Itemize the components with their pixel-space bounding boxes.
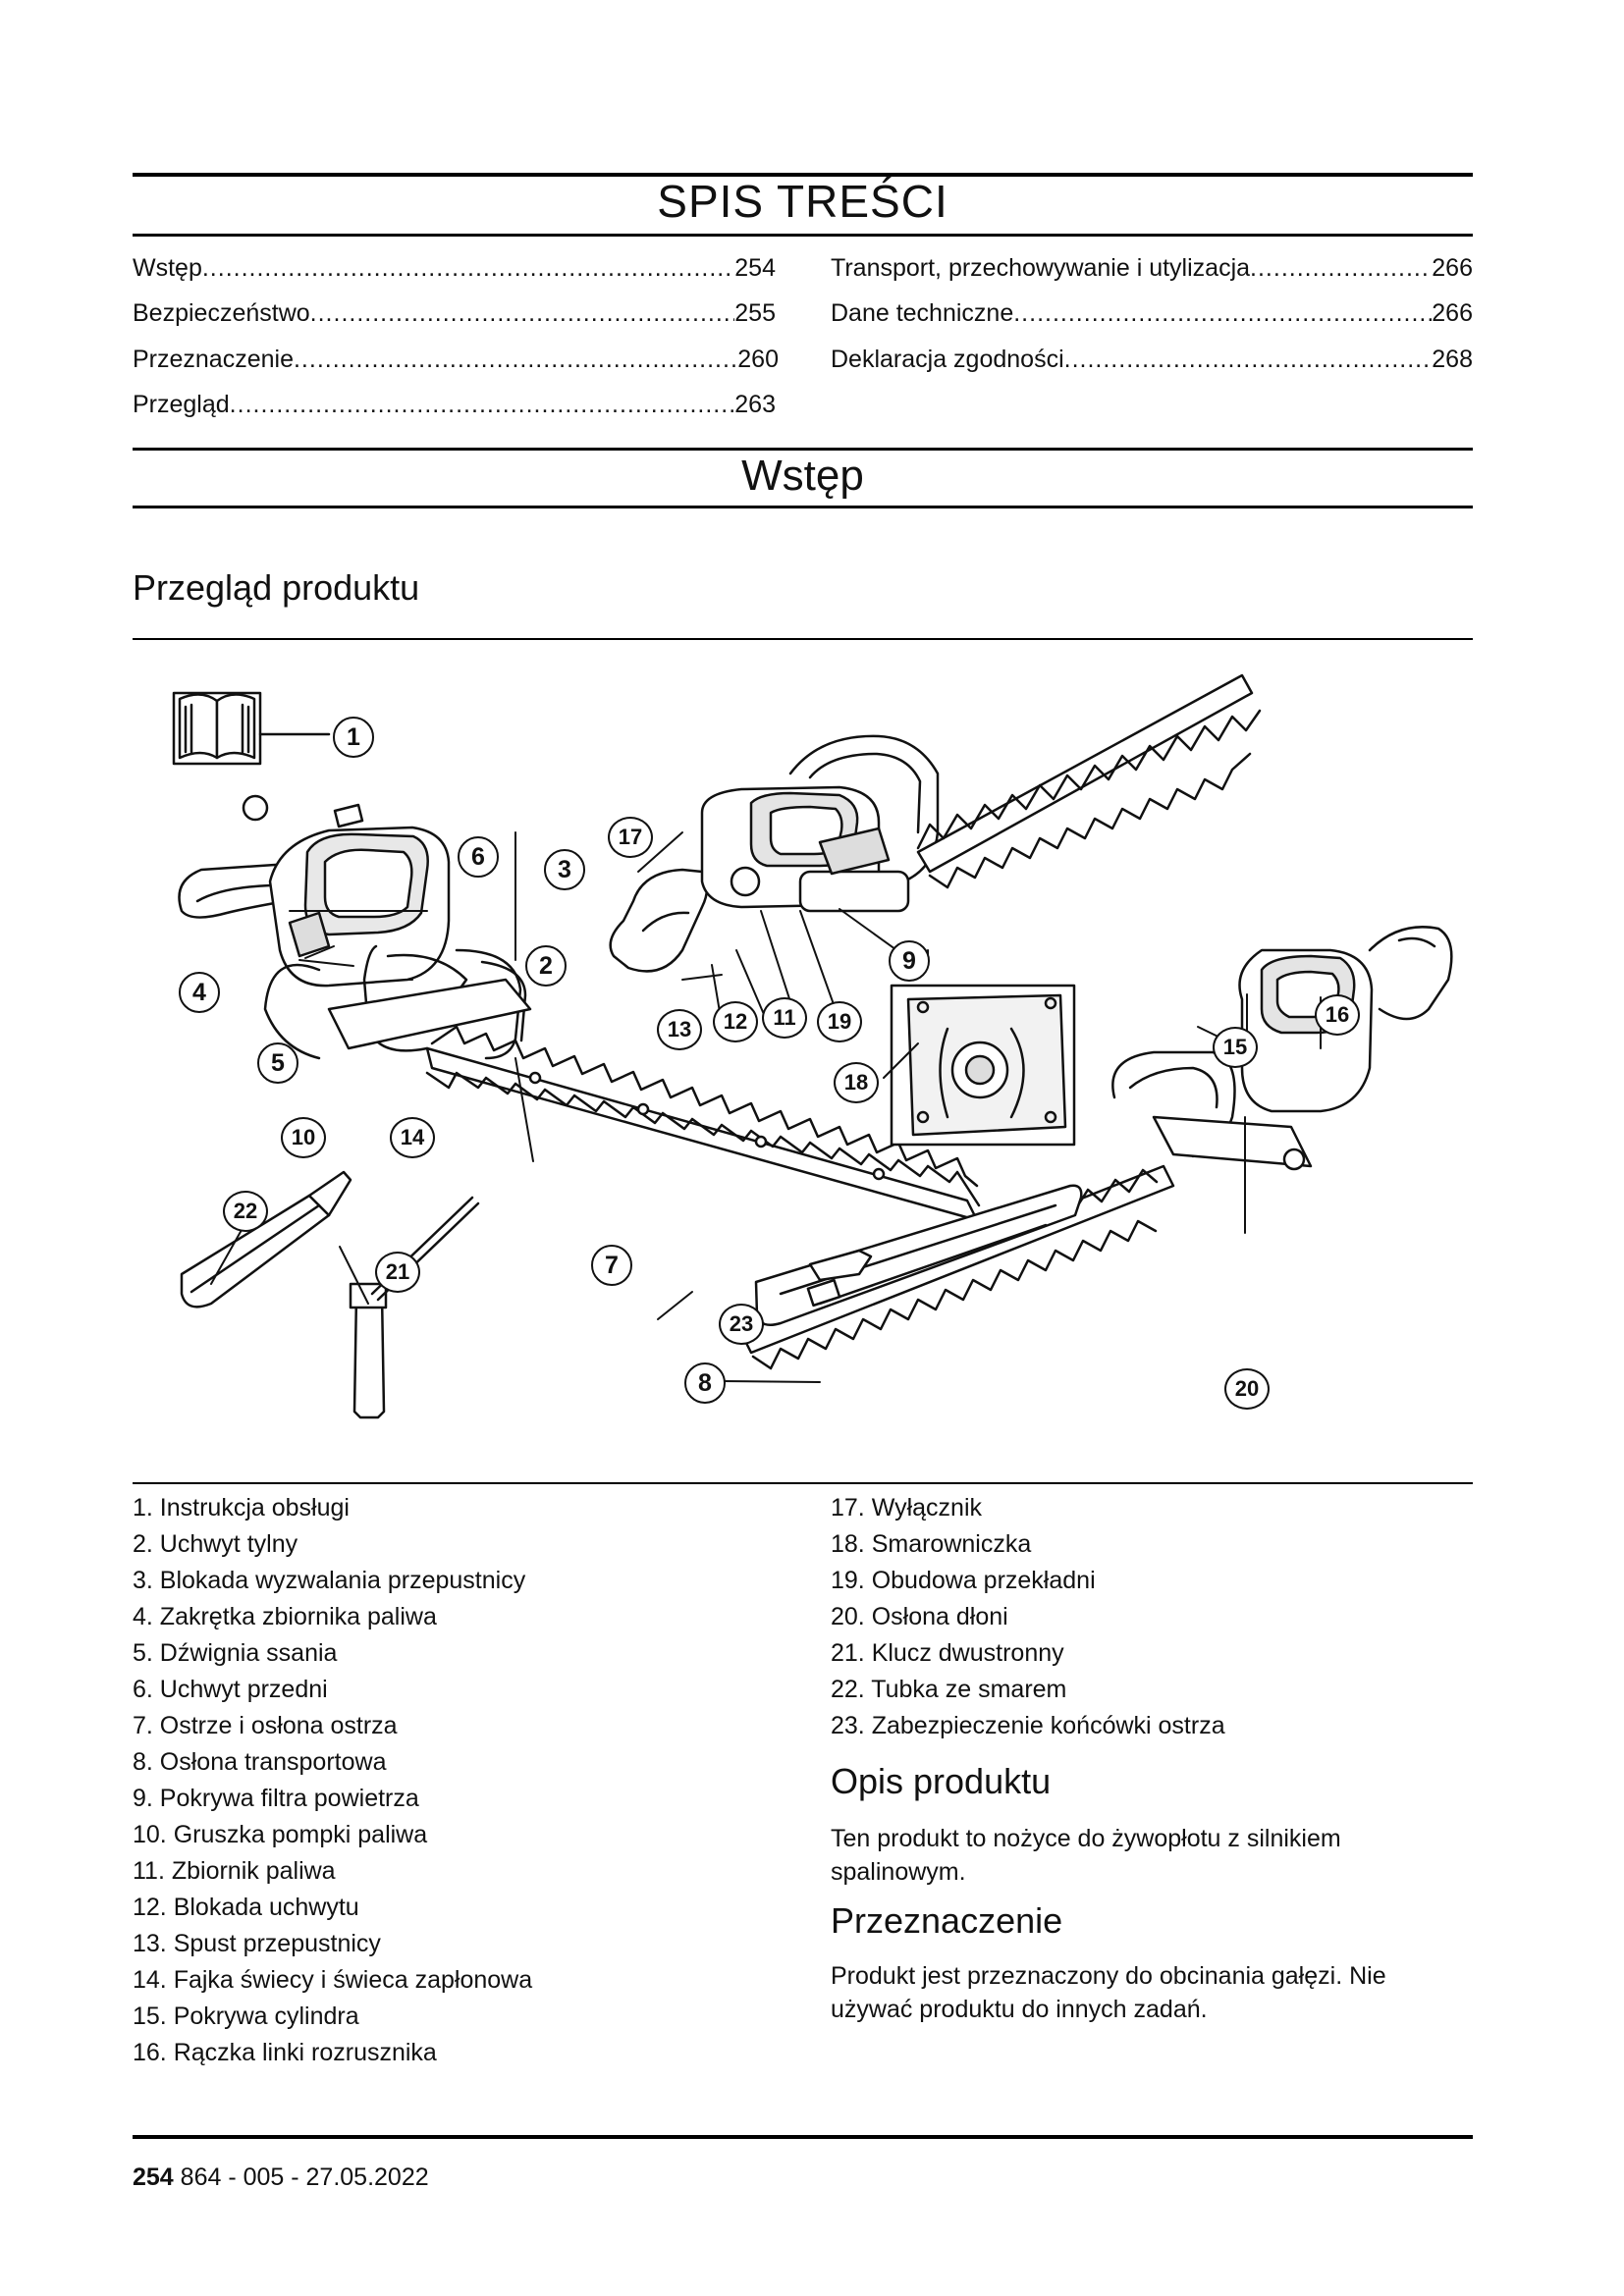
- toc-entry-deklaracja[interactable]: Deklaracja zgodności ..... 268: [831, 346, 1473, 374]
- callout-19: 19: [817, 1001, 862, 1042]
- callout-7: 7: [591, 1245, 632, 1286]
- callout-12: 12: [713, 1001, 758, 1042]
- toc-entry-dane-techniczne[interactable]: Dane techniczne ..... 266: [831, 299, 1473, 328]
- callout-11: 11: [762, 997, 807, 1039]
- callout-15: 15: [1213, 1027, 1258, 1068]
- callout-23: 23: [719, 1304, 764, 1345]
- callout-14: 14: [390, 1117, 435, 1158]
- description-title: Opis produktu: [831, 1761, 1052, 1801]
- legend-item: 4. Zakrętka zbiornika paliwa: [133, 1603, 437, 1630]
- toc-entry-bezpieczenstwo[interactable]: Bezpieczeństwo ..... 255: [133, 299, 776, 328]
- toc-title: SPIS TREŚCI: [657, 176, 948, 227]
- legend-item: 3. Blokada wyzwalania przepustnicy: [133, 1567, 526, 1594]
- document-reference: 864 - 005 - 27.05.2022: [173, 2163, 429, 2191]
- legend-left: [133, 1490, 532, 2071]
- toc-entry-przeglad[interactable]: Przegląd ..... 263: [133, 391, 776, 419]
- callout-4: 4: [179, 972, 220, 1013]
- callout-8: 8: [684, 1362, 726, 1404]
- legend-item: 17. Wyłącznik: [831, 1494, 982, 1522]
- toc-entry-transport[interactable]: Transport, przechowywanie i utylizacja ..... 266: [831, 254, 1473, 283]
- toc-entry-wstep[interactable]: Wstęp ..... 254: [133, 254, 776, 283]
- legend-item: 23. Zabezpieczenie końcówki ostrza: [831, 1712, 1225, 1739]
- callout-18: 18: [834, 1062, 879, 1103]
- callout-2: 2: [525, 945, 567, 987]
- legend-item: 12. Blokada uchwytu: [133, 1894, 359, 1921]
- callout-3: 3: [544, 849, 585, 890]
- callout-9: 9: [889, 940, 930, 982]
- legend-item: 18. Smarowniczka: [831, 1530, 1032, 1558]
- callout-21: 21: [375, 1252, 420, 1293]
- legend-item: 7. Ostrze i osłona ostrza: [133, 1712, 398, 1739]
- callout-16: 16: [1315, 994, 1360, 1036]
- section-title: Wstęp: [741, 452, 864, 500]
- callout-22: 22: [223, 1191, 268, 1232]
- legend-item: 9. Pokrywa filtra powietrza: [133, 1785, 419, 1812]
- callout-6: 6: [458, 836, 499, 878]
- callout-1: 1: [333, 717, 374, 758]
- callout-10: 10: [281, 1117, 326, 1158]
- section-rule-top: [133, 448, 1473, 451]
- legend-item: 5. Dźwignia ssania: [133, 1639, 338, 1667]
- legend-item: 10. Gruszka pompki paliwa: [133, 1821, 428, 1848]
- purpose-text: Produkt jest przeznaczony do obcinania gałęzi. Nie używać produktu do innych zadań.: [831, 1962, 1386, 2023]
- legend-item: 1. Instrukcja obsługi: [133, 1494, 350, 1522]
- purpose-title: Przeznaczenie: [831, 1900, 1063, 1941]
- legend-item: 8. Osłona transportowa: [133, 1748, 387, 1776]
- toc-entry-przeznaczenie[interactable]: Przeznaczenie ..... 260: [133, 346, 779, 374]
- legend-item: 20. Osłona dłoni: [831, 1603, 1008, 1630]
- legend-item: 22. Tubka ze smarem: [831, 1676, 1067, 1703]
- product-illustration: [133, 656, 1473, 1470]
- legend-item: 13. Spust przepustnicy: [133, 1930, 381, 1957]
- legend-item: 2. Uchwyt tylny: [133, 1530, 298, 1558]
- legend-item: 6. Uchwyt przedni: [133, 1676, 328, 1703]
- legend-item: 21. Klucz dwustronny: [831, 1639, 1064, 1667]
- callout-5: 5: [257, 1042, 298, 1084]
- overview-rule: [133, 638, 1473, 640]
- legend-item: 11. Zbiornik paliwa: [133, 1857, 336, 1885]
- legend-right: [831, 1490, 1225, 1744]
- callout-17: 17: [608, 817, 653, 858]
- legend-item: 14. Fajka świecy i świeca zapłonowa: [133, 1966, 533, 1994]
- footer: [133, 2163, 429, 2192]
- toc-title-rule: [133, 234, 1473, 237]
- section-rule-bottom: [133, 506, 1473, 508]
- description-text: Ten produkt to nożyce do żywopłotu z silnikiem spalinowym.: [831, 1825, 1341, 1886]
- legend-item: 15. Pokrywa cylindra: [133, 2002, 359, 2030]
- callout-13: 13: [657, 1009, 702, 1050]
- page-number: 254: [133, 2163, 174, 2191]
- legend-item: 19. Obudowa przekładni: [831, 1567, 1096, 1594]
- legend-item: 16. Rączka linki rozrusznika: [133, 2039, 437, 2066]
- callout-20: 20: [1224, 1368, 1270, 1410]
- overview-title: Przegląd produktu: [133, 567, 420, 608]
- legend-rule: [133, 1482, 1473, 1484]
- footer-rule: [133, 2135, 1473, 2139]
